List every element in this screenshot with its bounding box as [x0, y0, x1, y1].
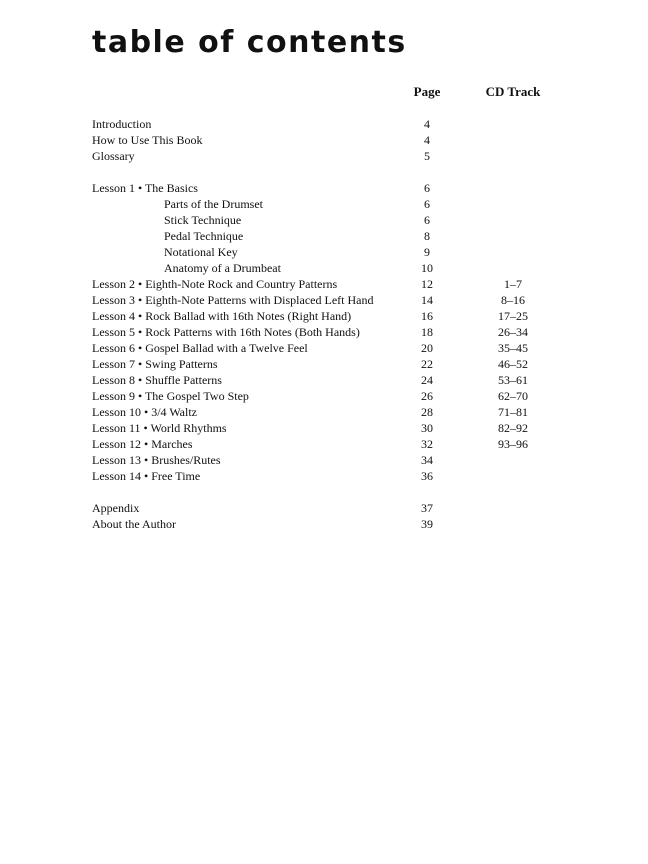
entry-page-number: 4	[424, 133, 430, 147]
toc-subentry	[92, 244, 572, 260]
group-spacer	[92, 164, 572, 180]
entry-cd-track: 93–96	[498, 437, 528, 451]
entry-cd-track: 35–45	[498, 341, 528, 355]
toc-entry	[92, 340, 572, 356]
entry-title: Lesson 8 • Shuffle Patterns	[92, 373, 222, 387]
entry-page-number: 39	[421, 517, 433, 531]
entry-page-number: 37	[421, 501, 433, 515]
toc-entry	[92, 116, 572, 132]
entry-page-number: 14	[421, 293, 433, 307]
toc-entry	[92, 388, 572, 404]
toc-entry	[92, 180, 572, 196]
toc-entry	[92, 276, 572, 292]
toc-subentry	[92, 212, 572, 228]
entry-title: Notational Key	[164, 245, 238, 259]
entry-page-number: 6	[424, 181, 430, 195]
entry-title: Introduction	[92, 117, 152, 131]
entry-page-number: 32	[421, 437, 433, 451]
entry-page-number: 12	[421, 277, 433, 291]
entry-title: Lesson 6 • Gospel Ballad with a Twelve Feel	[92, 341, 308, 355]
entry-title: Lesson 1 • The Basics	[92, 181, 198, 195]
entry-page-number: 9	[424, 245, 430, 259]
entry-page-number: 34	[421, 453, 433, 467]
entry-cd-track: 46–52	[498, 357, 528, 371]
toc-subentry	[92, 196, 572, 212]
entry-cd-track: 82–92	[498, 421, 528, 435]
entry-title: Lesson 2 • Eighth-Note Rock and Country Patterns	[92, 277, 338, 291]
entry-title: Stick Technique	[164, 213, 242, 227]
toc-entry	[92, 420, 572, 436]
entry-page-number: 22	[421, 357, 433, 371]
entry-cd-track: 1–7	[504, 277, 522, 291]
toc-entry	[92, 356, 572, 372]
entry-page-number: 6	[424, 213, 430, 227]
entry-title: Lesson 10 • 3/4 Waltz	[92, 405, 197, 419]
toc-entry	[92, 132, 572, 148]
entry-page-number: 10	[421, 261, 433, 275]
toc-entry	[92, 436, 572, 452]
entry-page-number: 16	[421, 309, 433, 323]
entry-title: Pedal Technique	[164, 229, 244, 243]
entry-title: How to Use This Book	[92, 133, 203, 147]
entry-title: About the Author	[92, 517, 176, 531]
entry-cd-track: 53–61	[498, 373, 528, 387]
toc-entry	[92, 516, 572, 532]
toc-entry	[92, 148, 572, 164]
entry-cd-track: 26–34	[498, 325, 528, 339]
entry-title: Lesson 13 • Brushes/Rutes	[92, 453, 221, 467]
entry-title: Lesson 11 • World Rhythms	[92, 421, 227, 435]
entry-title: Appendix	[92, 501, 140, 515]
entry-page-number: 6	[424, 197, 430, 211]
toc-entry	[92, 292, 572, 308]
entry-title: Lesson 7 • Swing Patterns	[92, 357, 218, 371]
toc-entry	[92, 452, 572, 468]
toc-entry	[92, 324, 572, 340]
entry-cd-track: 17–25	[498, 309, 528, 323]
entry-title: Lesson 5 • Rock Patterns with 16th Notes (Both Hands)	[92, 325, 360, 339]
page-title: table of contents	[92, 25, 407, 60]
entry-cd-track: 71–81	[498, 405, 528, 419]
entry-page-number: 26	[421, 389, 433, 403]
entry-page-number: 28	[421, 405, 433, 419]
entry-page-number: 30	[421, 421, 433, 435]
entry-page-number: 4	[424, 117, 430, 131]
entry-page-number: 36	[421, 469, 433, 483]
entry-title: Lesson 3 • Eighth-Note Patterns with Displaced Left Hand	[92, 293, 374, 307]
toc-subentry	[92, 228, 572, 244]
entry-title: Lesson 14 • Free Time	[92, 469, 201, 483]
entry-page-number: 8	[424, 229, 430, 243]
entry-page-number: 24	[421, 373, 433, 387]
entry-title: Lesson 12 • Marches	[92, 437, 193, 451]
toc-entry	[92, 500, 572, 516]
entry-cd-track: 8–16	[501, 293, 525, 307]
group-spacer	[92, 484, 572, 500]
toc-subentry	[92, 260, 572, 276]
entry-page-number: 5	[424, 149, 430, 163]
entry-title: Parts of the Drumset	[164, 197, 263, 211]
entry-page-number: 18	[421, 325, 433, 339]
entry-title: Glossary	[92, 149, 135, 163]
entry-title: Lesson 4 • Rock Ballad with 16th Notes (Right Hand)	[92, 309, 352, 323]
entry-title: Lesson 9 • The Gospel Two Step	[92, 389, 249, 403]
entry-cd-track: 62–70	[498, 389, 528, 403]
toc-entry	[92, 468, 572, 484]
entry-title: Anatomy of a Drumbeat	[164, 261, 281, 275]
toc-entry	[92, 308, 572, 324]
page-column-header: Page	[413, 84, 441, 99]
cd-track-column-header: CD Track	[485, 84, 541, 99]
toc-list	[92, 116, 572, 532]
toc-entry	[92, 372, 572, 388]
entry-page-number: 20	[421, 341, 433, 355]
toc-entry	[92, 404, 572, 420]
